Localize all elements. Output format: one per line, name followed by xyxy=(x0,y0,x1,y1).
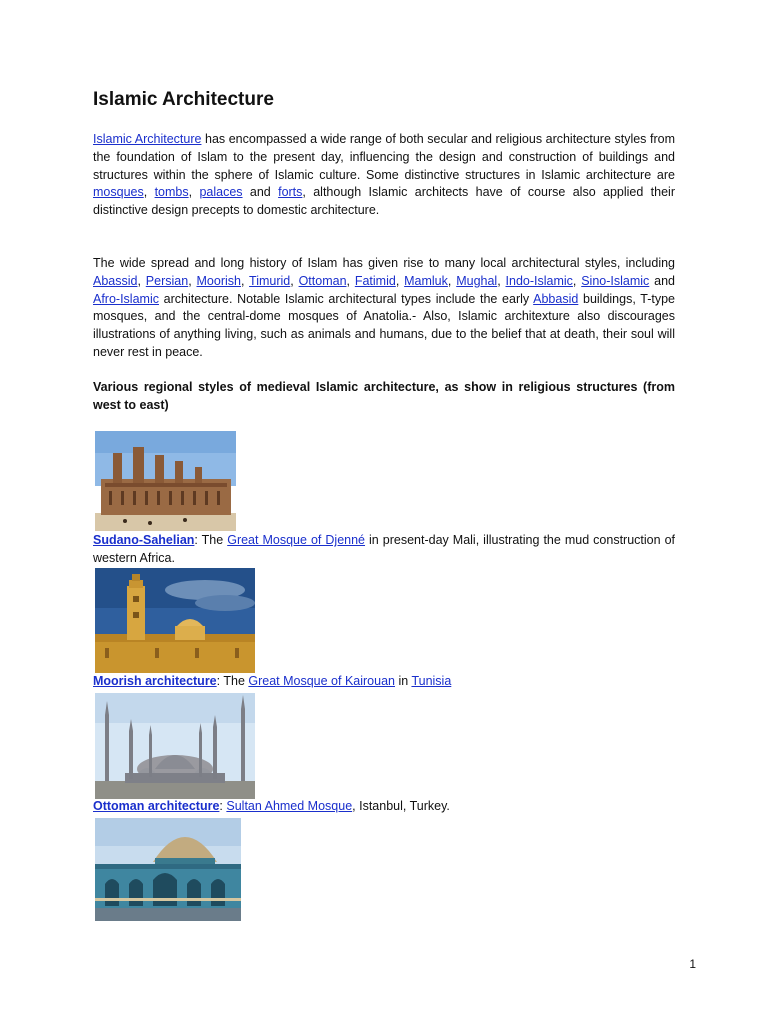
caption-sudano-sahelian: Sudano-Sahelian: The Great Mosque of Djenné in present-day Mali, illustrating the mud construction of western Africa. xyxy=(93,533,675,565)
link-tunisia[interactable]: Tunisia xyxy=(411,674,452,688)
link-moorish[interactable]: Moorish xyxy=(196,273,241,288)
link-sino-islamic[interactable]: Sino-Islamic xyxy=(581,273,650,288)
link-persian[interactable]: Persian xyxy=(145,273,189,288)
photo-great-mosque-kairouan xyxy=(95,568,255,673)
link-fatimid[interactable]: Fatimid xyxy=(354,273,396,288)
djenne-mosque-image xyxy=(95,431,236,531)
caption-ottoman: Ottoman architecture: Sultan Ahmed Mosque, Istanbul, Turkey. xyxy=(93,799,450,813)
link-abassid[interactable]: Abassid xyxy=(93,273,138,288)
link-sultan-ahmed-mosque[interactable]: Sultan Ahmed Mosque xyxy=(226,799,353,813)
page-number: 1 xyxy=(689,957,696,971)
link-mughal[interactable]: Mughal xyxy=(456,273,498,288)
link-great-mosque-djenne[interactable]: Great Mosque of Djenné xyxy=(227,533,366,547)
spread-paragraph: The wide spread and long history of Islam has given rise to many local architectural styles, including Abassid, Persian, Moorish, Timurid, Ottoman, Fatimid, Mamluk, Mughal, Indo-Islamic, Sino-Islamic and Afro-Islamic architecture. Notable Islamic architectural types include the early Abbasid buildings, T-type mosques, and the central-dome mosques of Anatolia.- Also, Islamic architexture also discourages illustrations of anything living, such as animals and humans, due to the belief that at death, their soul will never rest in peace. xyxy=(93,256,675,359)
regional-styles-heading: Various regional styles of medieval Islamic architecture, as show in religious structures (from west to east) xyxy=(93,380,675,412)
link-great-mosque-kairouan[interactable]: Great Mosque of Kairouan xyxy=(248,674,395,688)
page-title: Islamic Architecture xyxy=(93,89,274,110)
link-ottoman[interactable]: Ottoman xyxy=(298,273,347,288)
link-forts[interactable]: forts xyxy=(278,185,303,200)
link-ottoman-architecture[interactable]: Ottoman architecture xyxy=(93,799,220,813)
photo-persian-dome-mosque xyxy=(95,818,241,921)
kairouan-mosque-image xyxy=(95,568,255,673)
sultan-ahmed-mosque-image xyxy=(95,693,255,799)
persian-mosque-image xyxy=(95,818,241,921)
caption-moorish: Moorish architecture: The Great Mosque of Kairouan in Tunisia xyxy=(93,674,452,688)
link-abbasid[interactable]: Abbasid xyxy=(533,291,579,306)
photo-sultan-ahmed-mosque xyxy=(95,693,255,799)
link-islamic-architecture[interactable]: Islamic Architecture xyxy=(93,132,202,146)
intro-paragraph: Islamic Architecture has encompassed a wide range of both secular and religious architecture styles from the foundation of Islam to the present day, influencing the design and construction of buildings and structures within the sphere of Islamic culture. Some distinctive structures in Islamic architecture are mosques, tombs, palaces and forts, although Islamic architects have of course also applied their distinctive design precepts to domestic architecture. xyxy=(93,132,675,218)
photo-great-mosque-djenne xyxy=(95,431,236,531)
link-afro-islamic[interactable]: Afro-Islamic xyxy=(93,291,159,306)
link-sudano-sahelian[interactable]: Sudano-Sahelian xyxy=(93,533,195,547)
link-indo-islamic[interactable]: Indo-Islamic xyxy=(505,273,573,288)
link-mamluk[interactable]: Mamluk xyxy=(404,273,448,288)
link-moorish-architecture[interactable]: Moorish architecture xyxy=(93,674,217,688)
link-tombs[interactable]: tombs xyxy=(154,185,189,200)
link-palaces[interactable]: palaces xyxy=(199,185,243,200)
link-mosques[interactable]: mosques xyxy=(93,185,144,200)
link-timurid[interactable]: Timurid xyxy=(249,273,291,288)
